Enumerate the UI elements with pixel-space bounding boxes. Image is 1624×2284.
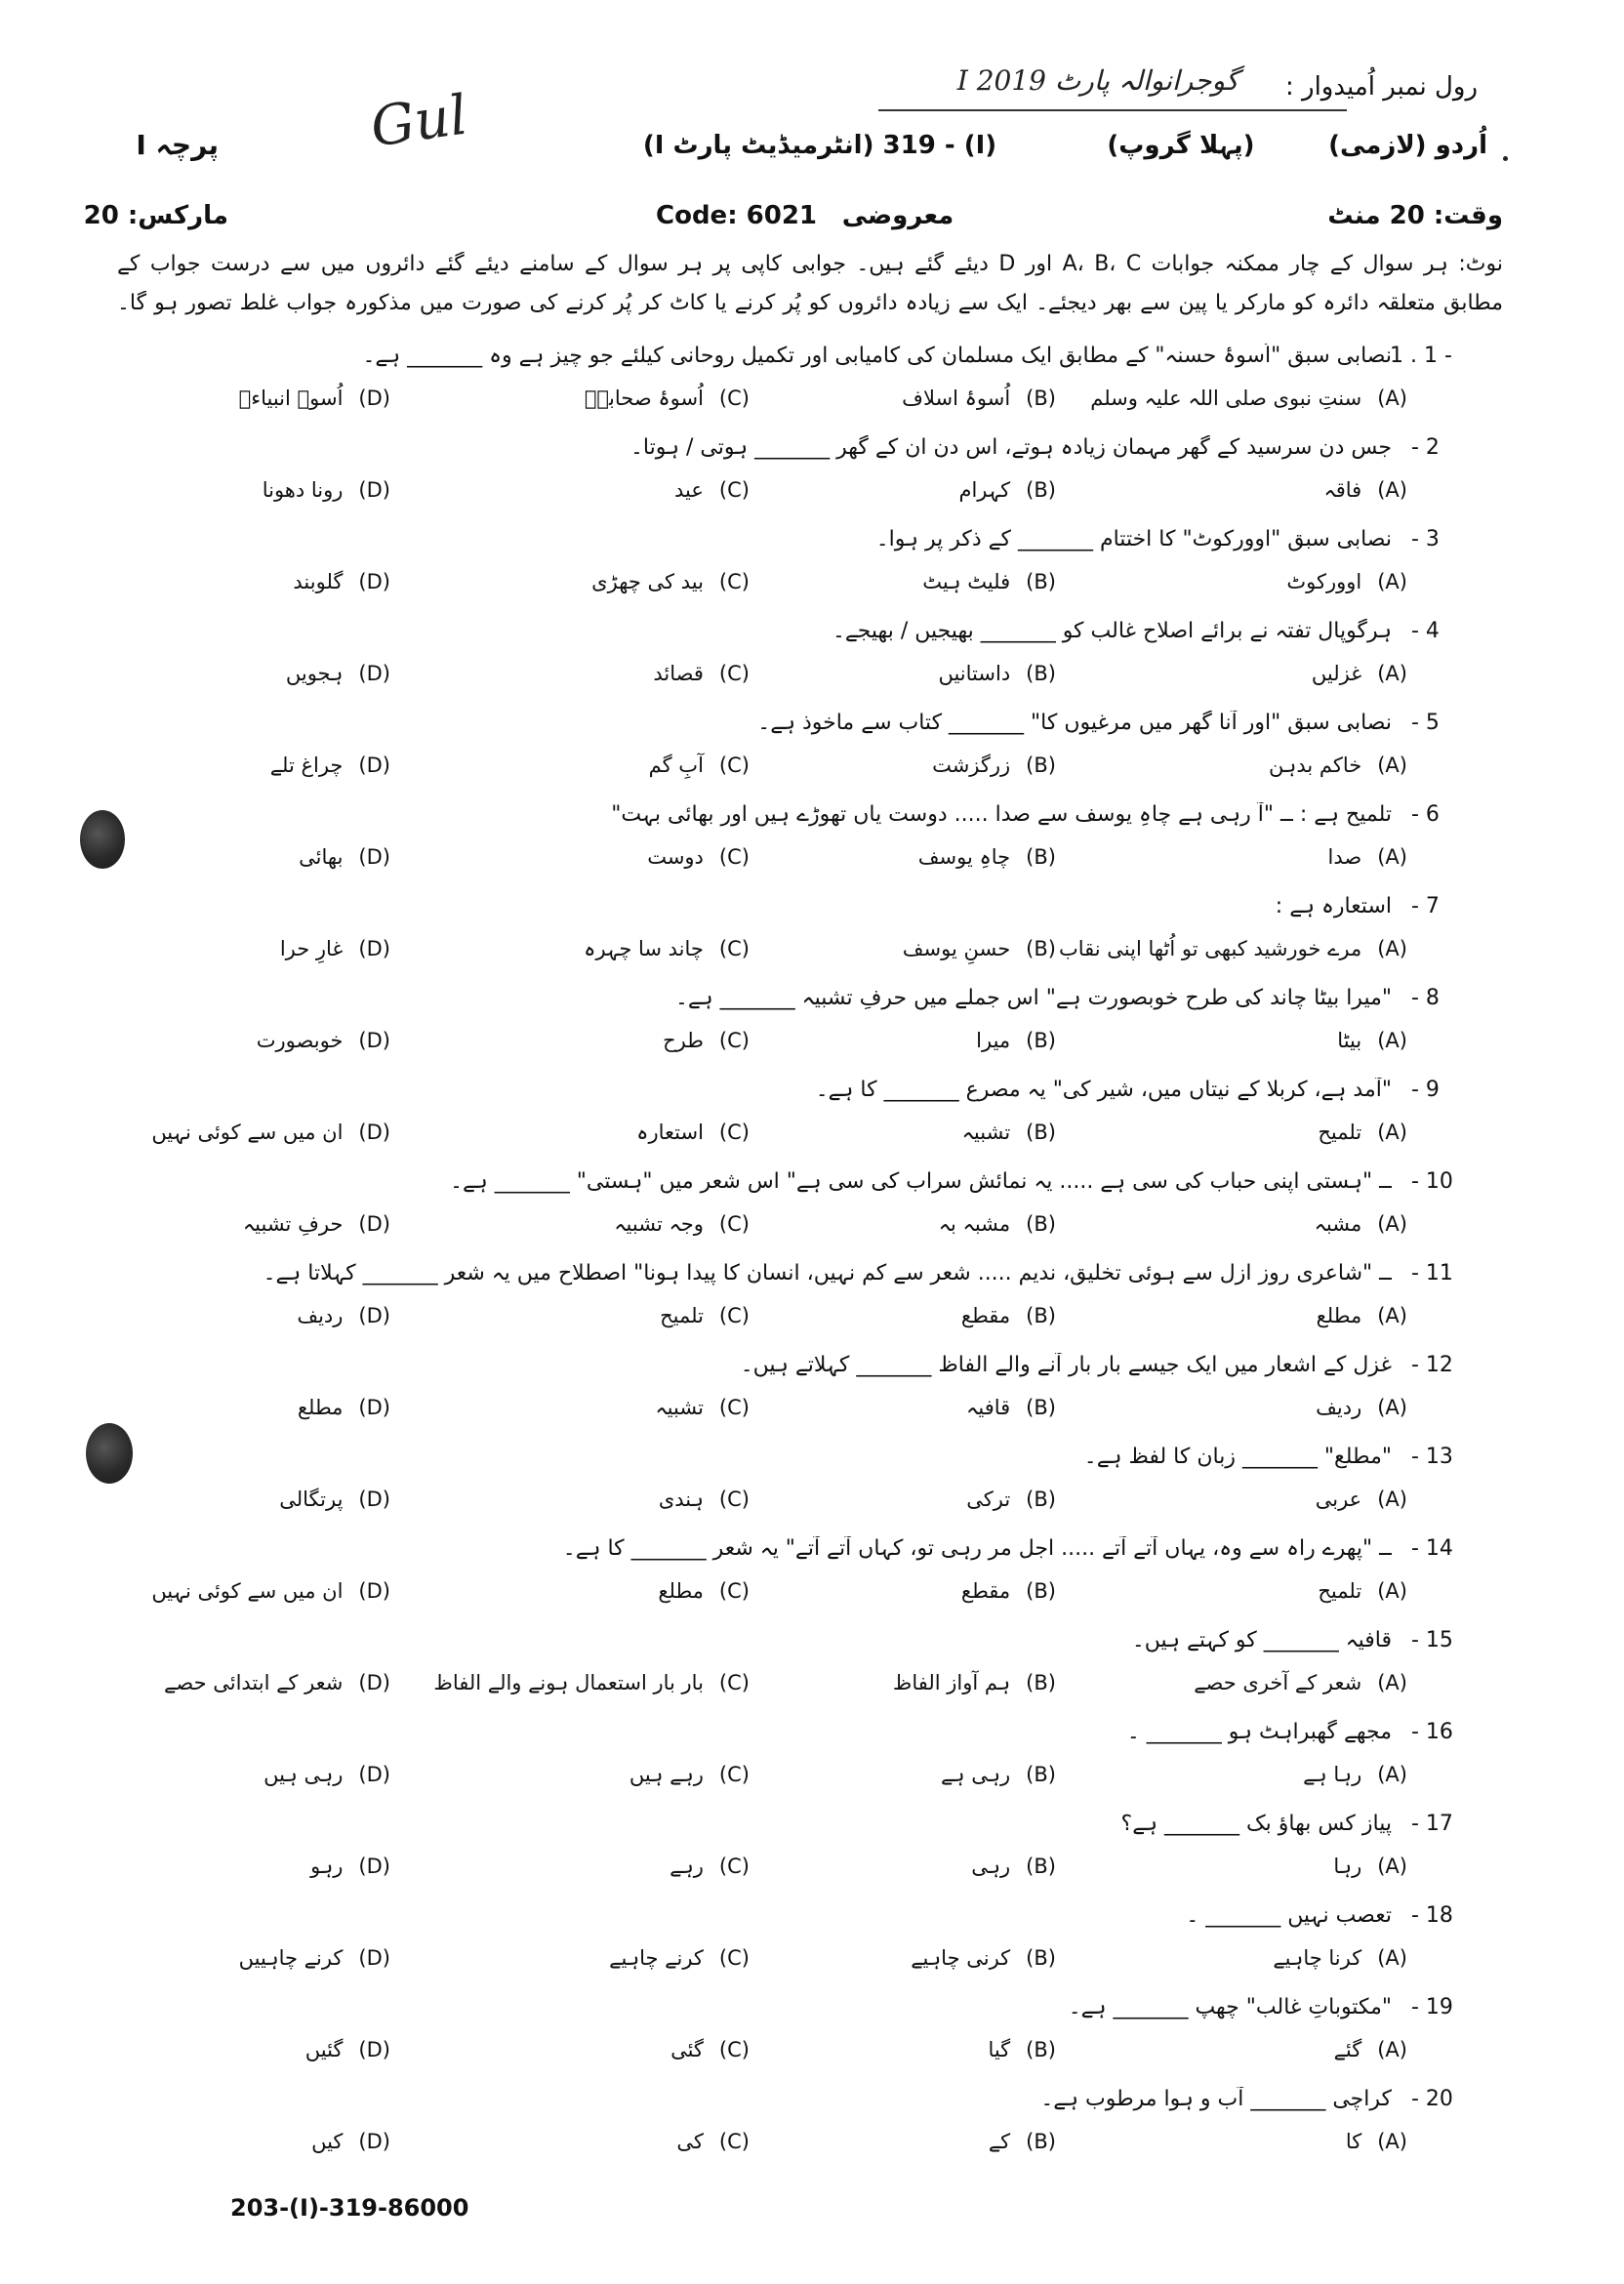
option-text: مقطع — [960, 1579, 1011, 1603]
option-letter: (A) — [1377, 1304, 1407, 1327]
option-text: چاند سا چہرہ — [584, 937, 704, 960]
option-letter: (A) — [1377, 2038, 1407, 2061]
option-text: اُسوۂ اسلاف — [902, 387, 1011, 410]
option-c — [659, 1488, 750, 1511]
question-number: - 6 — [1411, 802, 1440, 827]
question-text: ــ "ہستی اپنی حباب کی سی ہے ..... یہ نمائش سراب کی سی ہے" اس شعر میں "ہستی" _______ ہے۔ — [450, 1169, 1392, 1194]
option-letter: (B) — [1026, 937, 1056, 960]
option-text: شعر کے ابتدائی حصے — [164, 1671, 344, 1694]
option-text: صدا — [1327, 845, 1362, 869]
option-text: رہے ہیں — [629, 1763, 704, 1786]
option-letter: (A) — [1377, 1121, 1407, 1144]
option-c — [591, 570, 750, 593]
option-c — [670, 1855, 750, 1878]
option-text: گلوبند — [293, 570, 344, 593]
option-c — [649, 754, 750, 777]
option-text: رہو — [310, 1855, 344, 1878]
question-text: پیاز کس بھاؤ بک _______ ہے؟ — [1120, 1812, 1392, 1836]
option-letter: (C) — [718, 754, 750, 777]
option-a — [1317, 1304, 1407, 1327]
option-c — [655, 1396, 750, 1419]
option-d — [299, 845, 390, 869]
question-text: "میرا بیٹا چاند کی طرح خوبصورت ہے" اس جملے میں حرفِ تشبیہ _______ ہے۔ — [675, 986, 1392, 1010]
option-letter: (B) — [1026, 1488, 1056, 1511]
option-b — [918, 845, 1056, 869]
option-letter: (D) — [358, 1579, 390, 1603]
option-letter: (B) — [1026, 1121, 1056, 1144]
option-text: گئی — [670, 2038, 704, 2061]
option-d — [270, 754, 390, 777]
question-text: نصابی سبق "اوورکوٹ" کا اختتام _______ کے ذکر پر ہوا۔ — [875, 527, 1392, 551]
option-letter: (D) — [358, 2130, 390, 2153]
option-c — [663, 1029, 750, 1052]
question-number: - 10 — [1411, 1169, 1453, 1194]
option-a — [1318, 1121, 1407, 1144]
option-b — [932, 754, 1056, 777]
option-letter: (B) — [1026, 1304, 1056, 1327]
option-letter: (B) — [1026, 1579, 1056, 1603]
option-text: خوبصورت — [256, 1029, 344, 1052]
option-b — [971, 1855, 1056, 1878]
option-b — [922, 570, 1056, 593]
option-text: فاقہ — [1323, 478, 1362, 502]
option-a — [1333, 1855, 1407, 1878]
option-b — [958, 478, 1056, 502]
option-letter: (C) — [718, 387, 750, 410]
option-text: فلیٹ ہیٹ — [922, 570, 1011, 593]
objective-label: معروضی — [841, 201, 954, 230]
option-c — [674, 478, 750, 502]
option-text: ہم آواز الفاظ — [892, 1671, 1011, 1694]
option-letter: (C) — [718, 1763, 750, 1786]
option-c — [584, 937, 750, 960]
option-letter: (C) — [718, 2130, 750, 2153]
option-letter: (B) — [1026, 1946, 1056, 1970]
option-text: گئے — [1333, 2038, 1362, 2061]
option-letter: (A) — [1377, 570, 1407, 593]
option-letter: (C) — [718, 1121, 750, 1144]
question-text: "آمد ہے، کربلا کے نیتاں میں، شیر کی" یہ مصرع _______ کا ہے۔ — [815, 1078, 1392, 1102]
question-text: غزل کے اشعار میں ایک جیسے بار بار آنے والے الفاظ _______ کہلاتے ہیں۔ — [740, 1353, 1392, 1377]
option-a — [1346, 2130, 1407, 2153]
question-text: مجھے گھبراہٹ ہو _______ ۔ — [1126, 1720, 1392, 1744]
option-c — [614, 1212, 750, 1236]
option-letter: (A) — [1377, 1579, 1407, 1603]
option-a — [1303, 1763, 1407, 1786]
group-label: (پہلا گروپ) — [1107, 131, 1255, 160]
time-label: وقت: 20 منٹ — [1327, 201, 1503, 230]
option-a — [1315, 1212, 1407, 1236]
option-text: ہجویں — [285, 662, 344, 685]
option-c — [676, 2130, 750, 2153]
option-letter: (B) — [1026, 570, 1056, 593]
option-letter: (C) — [718, 662, 750, 685]
option-d — [280, 937, 390, 960]
option-text: حرفِ تشبیہ — [242, 1212, 344, 1236]
question-number: - 13 — [1411, 1445, 1453, 1469]
option-letter: (A) — [1377, 478, 1407, 502]
question-text: جس دن سرسید کے گھر مہمان زیادہ ہوتے، اس دن ان کے گھر _______ ہوتی / ہوتا۔ — [630, 435, 1392, 460]
option-a — [1312, 662, 1407, 685]
option-text: رہی ہیں — [264, 1763, 344, 1786]
question-text: کراچی _______ آب و ہوا مرطوب ہے۔ — [1040, 2087, 1392, 2111]
option-text: چراغ تلے — [269, 754, 344, 777]
option-text: رونا دھونا — [262, 478, 344, 502]
option-c — [433, 1671, 750, 1694]
code-label: Code: 6021 — [656, 201, 818, 230]
option-b — [941, 1763, 1056, 1786]
question-number: - 20 — [1411, 2087, 1453, 2111]
option-c — [670, 2038, 750, 2061]
option-text: ہندی — [658, 1488, 704, 1511]
option-letter: (A) — [1377, 1763, 1407, 1786]
option-letter: (C) — [718, 1488, 750, 1511]
option-letter: (D) — [358, 478, 390, 502]
question-number: - 15 — [1411, 1628, 1453, 1652]
option-text: تلمیح — [1318, 1579, 1362, 1603]
question-number: 1 . 1 - — [1390, 344, 1452, 368]
question-number: - 7 — [1411, 894, 1440, 918]
option-d — [263, 478, 390, 502]
question-number: - 14 — [1411, 1536, 1453, 1561]
option-letter: (D) — [358, 662, 390, 685]
option-d — [151, 1579, 390, 1603]
option-text: اُسوۂ انبیاءؑ — [238, 387, 344, 410]
question-text: ہرگوپال تفتہ نے برائے اصلاح غالب کو _______ بھیجیں / بھیجے۔ — [832, 619, 1392, 643]
option-text: پرتگالی — [279, 1488, 344, 1511]
option-text: کرنے چاہیے — [609, 1946, 704, 1970]
option-text: اوورکوٹ — [1286, 570, 1362, 593]
option-b — [902, 387, 1056, 410]
question-text: ــ "پھرے راہ سے وہ، یہاں آتے آتے ..... اجل مر رہی تو، کہاں آتے آتے" یہ شعر _______ کا ہے۔ — [562, 1536, 1392, 1561]
option-text: گئیں — [304, 2038, 344, 2061]
option-c — [585, 387, 750, 410]
option-d — [239, 387, 390, 410]
option-letter: (C) — [718, 2038, 750, 2061]
option-d — [305, 2038, 390, 2061]
option-text: چاہِ یوسف — [917, 845, 1011, 869]
option-text: مطلع — [1316, 1304, 1362, 1327]
option-letter: (A) — [1377, 2130, 1407, 2153]
option-a — [1328, 845, 1407, 869]
option-b — [939, 1212, 1056, 1236]
handwritten-roll: گوجرانوالہ پارٹ I 2019 — [956, 64, 1239, 97]
option-letter: (D) — [358, 754, 390, 777]
option-letter: (B) — [1026, 754, 1056, 777]
option-text: تلمیح — [1318, 1121, 1362, 1144]
exam-label: (I) - 319 (انٹرمیڈیٹ پارٹ I) — [642, 131, 997, 160]
marks-label: مارکس: 20 — [83, 201, 228, 230]
option-a — [1269, 754, 1407, 777]
option-text: مقطع — [960, 1304, 1011, 1327]
option-letter: (B) — [1026, 387, 1056, 410]
option-letter: (C) — [718, 1671, 750, 1694]
option-d — [164, 1671, 390, 1694]
option-letter: (A) — [1377, 1488, 1407, 1511]
question-number: - 9 — [1411, 1078, 1440, 1102]
option-letter: (B) — [1026, 1029, 1056, 1052]
paper-label: پرچہ I — [136, 129, 219, 161]
option-a — [1316, 1488, 1407, 1511]
option-a — [1318, 1579, 1407, 1603]
option-letter: (C) — [718, 1396, 750, 1419]
option-d — [257, 1029, 390, 1052]
option-text: تشبیہ — [961, 1121, 1011, 1144]
option-letter: (B) — [1026, 478, 1056, 502]
option-text: تلمیح — [660, 1304, 704, 1327]
option-letter: (B) — [1026, 1855, 1056, 1878]
roll-number-line — [878, 109, 1347, 111]
option-letter: (D) — [358, 845, 390, 869]
option-text: میرا — [976, 1029, 1011, 1052]
option-letter: (A) — [1377, 1212, 1407, 1236]
option-letter: (A) — [1377, 1855, 1407, 1878]
question-number: - 18 — [1411, 1903, 1453, 1928]
option-text: شعر کے آخری حصے — [1194, 1671, 1362, 1694]
option-text: زرگزشت — [932, 754, 1011, 777]
option-c — [653, 662, 750, 685]
option-a — [1194, 1671, 1407, 1694]
option-d — [286, 662, 390, 685]
option-letter: (D) — [358, 1763, 390, 1786]
question-number: - 19 — [1411, 1995, 1453, 2019]
option-text: عربی — [1315, 1488, 1362, 1511]
option-letter: (C) — [718, 1029, 750, 1052]
option-b — [903, 937, 1056, 960]
option-a — [1273, 1946, 1407, 1970]
question-number: - 12 — [1411, 1353, 1453, 1377]
option-d — [264, 1763, 390, 1786]
option-letter: (C) — [718, 1212, 750, 1236]
question-text: ــ "شاعری روزِ ازل سے ہوئی تخلیق، ندیم ..... شعر سے کم نہیں، انسان کا پیدا ہونا" اصطلاح میں یہ شعر _______ کہلاتا ہے۔ — [263, 1261, 1392, 1285]
note-line-2: مطابق متعلقہ دائرہ کو مارکر یا پین سے بھر دیجئے۔ ایک سے زیادہ دائروں کو پُر کرنے یا کاٹ کر پُر کرنے کی صورت میں مذکورہ جواب غلط تصور ہو گا۔ — [117, 291, 1503, 315]
option-text: ردیف — [297, 1304, 344, 1327]
option-b — [911, 1946, 1056, 1970]
option-text: کا — [1345, 2130, 1362, 2153]
option-b — [938, 662, 1056, 685]
option-d — [298, 1396, 390, 1419]
option-letter: (A) — [1377, 1946, 1407, 1970]
question-number: - 5 — [1411, 711, 1440, 735]
option-letter: (D) — [358, 1946, 390, 1970]
option-text: قصائد — [653, 662, 704, 685]
question-text: "مطلع" _______ زبان کا لفظ ہے۔ — [1083, 1445, 1392, 1469]
option-text: تشبیہ — [655, 1396, 704, 1419]
option-text: بھائی — [299, 845, 344, 869]
stray-mark — [1503, 156, 1508, 161]
option-text: داستانیں — [938, 662, 1011, 685]
option-d — [151, 1121, 390, 1144]
option-letter: (D) — [358, 387, 390, 410]
option-text: کی — [676, 2130, 704, 2153]
option-letter: (C) — [718, 478, 750, 502]
ink-blot — [80, 810, 125, 869]
option-text: ان میں سے کوئی نہیں — [151, 1121, 344, 1144]
option-text: ترکی — [966, 1488, 1011, 1511]
option-letter: (D) — [358, 937, 390, 960]
question-number: - 8 — [1411, 986, 1440, 1010]
option-text: ردیف — [1316, 1396, 1362, 1419]
option-a — [1323, 478, 1407, 502]
option-letter: (D) — [358, 1488, 390, 1511]
option-c — [629, 1763, 750, 1786]
option-b — [988, 2038, 1056, 2061]
question-number: - 11 — [1411, 1261, 1453, 1285]
option-b — [989, 2130, 1056, 2153]
option-letter: (D) — [358, 2038, 390, 2061]
option-text: ان میں سے کوئی نہیں — [151, 1579, 344, 1603]
option-text: کے — [988, 2130, 1011, 2153]
question-text: تعصب نہیں _______ ۔ — [1186, 1903, 1392, 1928]
option-text: مطلع — [297, 1396, 344, 1419]
option-text: وجہ تشبیہ — [614, 1212, 704, 1236]
option-letter: (A) — [1377, 387, 1407, 410]
option-text: رہی — [971, 1855, 1011, 1878]
question-text: استعارہ ہے : — [1275, 894, 1392, 918]
option-d — [293, 570, 390, 593]
option-text: اُسوۂ صحابہؓ — [584, 387, 704, 410]
option-text: استعارہ — [636, 1121, 704, 1144]
note-line-1: نوٹ: ہر سوال کے چار ممکنہ جوابات A، B، C اور D دیئے گئے ہیں۔ جوابی کاپی پر ہر سوال کے سامنے دیئے گئے دائروں میں سے درست جواب کے — [117, 252, 1503, 276]
option-b — [976, 1029, 1056, 1052]
option-text: کیں — [311, 2130, 344, 2153]
option-letter: (A) — [1377, 845, 1407, 869]
option-letter: (A) — [1377, 1671, 1407, 1694]
option-text: دوست — [647, 845, 704, 869]
option-letter: (D) — [358, 1029, 390, 1052]
option-text: رہا — [1333, 1855, 1362, 1878]
option-letter: (C) — [718, 1946, 750, 1970]
option-text: سنتِ نبوی صلی اللہ علیہ وسلم — [1090, 387, 1362, 410]
question-text: تلمیح ہے : ــ "آ رہی ہے چاہِ یوسف سے صدا ..... دوست یاں تھوڑے ہیں اور بھائی بہت" — [611, 802, 1392, 827]
option-text: مشبہ بہ — [938, 1212, 1011, 1236]
option-letter: (C) — [718, 937, 750, 960]
option-letter: (D) — [358, 1304, 390, 1327]
option-text: رہا ہے — [1303, 1763, 1362, 1786]
footer-code: 203-(I)-319-86000 — [230, 2194, 469, 2222]
option-a — [1286, 570, 1407, 593]
option-letter: (B) — [1026, 2038, 1056, 2061]
roll-number-label: رول نمبر اُمیدوار : — [1285, 72, 1478, 102]
subject-label: اُردو (لازمی) — [1328, 131, 1487, 160]
option-letter: (C) — [718, 1304, 750, 1327]
option-letter: (B) — [1026, 1671, 1056, 1694]
option-letter: (C) — [718, 570, 750, 593]
option-letter: (A) — [1377, 662, 1407, 685]
option-letter: (D) — [358, 1212, 390, 1236]
question-text: نصابی سبق "اُسوۂ حسنہ" کے مطابق ایک مسلمان کی کامیابی اور تکمیل روحانی کیلئے جو چیز ہے وہ _______ ہے۔ — [362, 344, 1392, 368]
option-c — [647, 845, 750, 869]
option-d — [243, 1212, 390, 1236]
option-text: رہی ہے — [940, 1763, 1011, 1786]
option-b — [961, 1579, 1056, 1603]
option-letter: (C) — [718, 845, 750, 869]
option-d — [310, 1855, 390, 1878]
option-c — [660, 1304, 750, 1327]
option-letter: (D) — [358, 1121, 390, 1144]
option-letter: (B) — [1026, 1763, 1056, 1786]
option-letter: (B) — [1026, 1396, 1056, 1419]
option-text: غارِ حرا — [279, 937, 344, 960]
option-d — [297, 1304, 390, 1327]
option-a — [1090, 387, 1407, 410]
option-text: خاکم بدہن — [1269, 754, 1362, 777]
option-text: آبِ گم — [648, 754, 704, 777]
option-letter: (C) — [718, 1579, 750, 1603]
ink-blot — [86, 1423, 133, 1484]
option-letter: (D) — [358, 570, 390, 593]
option-a — [1059, 937, 1407, 960]
option-text: کہرام — [958, 478, 1011, 502]
option-text: طرح — [663, 1029, 704, 1052]
option-c — [636, 1121, 750, 1144]
option-text: مطلع — [658, 1579, 704, 1603]
option-letter: (D) — [358, 1671, 390, 1694]
option-a — [1337, 1029, 1407, 1052]
option-d — [279, 1488, 390, 1511]
question-text: نصابی سبق "اور آنا گھر میں مرغیوں کا" _______ کتاب سے ماخوذ ہے۔ — [757, 711, 1392, 735]
option-c — [609, 1946, 750, 1970]
option-letter: (B) — [1026, 1212, 1056, 1236]
option-text: بار بار استعمال ہونے والے الفاظ — [433, 1671, 704, 1694]
option-letter: (A) — [1377, 1029, 1407, 1052]
option-text: مشبہ — [1314, 1212, 1362, 1236]
option-b — [893, 1671, 1056, 1694]
question-number: - 17 — [1411, 1812, 1453, 1836]
question-number: - 16 — [1411, 1720, 1453, 1744]
option-d — [239, 1946, 390, 1970]
option-d — [311, 2130, 390, 2153]
option-text: گیا — [988, 2038, 1011, 2061]
option-letter: (D) — [358, 1855, 390, 1878]
question-text: "مکتوباتِ غالب" چھپ _______ ہے۔ — [1068, 1995, 1392, 2019]
option-a — [1334, 2038, 1407, 2061]
option-text: حسنِ یوسف — [902, 937, 1011, 960]
option-a — [1316, 1396, 1407, 1419]
option-text: بیٹا — [1337, 1029, 1362, 1052]
option-letter: (B) — [1026, 845, 1056, 869]
question-number: - 2 — [1411, 435, 1440, 460]
option-text: کرنے چاہییں — [238, 1946, 344, 1970]
question-number: - 4 — [1411, 619, 1440, 643]
option-text: غزلیں — [1311, 662, 1362, 685]
option-letter: (C) — [718, 1855, 750, 1878]
handwritten-initial: Gul — [366, 83, 471, 160]
option-text: رہے — [670, 1855, 704, 1878]
option-text: کرنی چاہیے — [911, 1946, 1011, 1970]
option-letter: (A) — [1377, 937, 1407, 960]
option-b — [966, 1396, 1056, 1419]
option-c — [658, 1579, 750, 1603]
option-text: عید — [674, 478, 704, 502]
option-letter: (B) — [1026, 662, 1056, 685]
option-text: مرے خورشید کبھی تو اُٹھا اپنی نقاب — [1058, 937, 1362, 960]
option-text: قافیہ — [966, 1396, 1011, 1419]
option-letter: (A) — [1377, 1396, 1407, 1419]
option-b — [961, 1304, 1056, 1327]
option-b — [966, 1488, 1056, 1511]
option-letter: (D) — [358, 1396, 390, 1419]
option-b — [962, 1121, 1056, 1144]
option-text: کرنا چاہیے — [1273, 1946, 1362, 1970]
option-letter: (B) — [1026, 2130, 1056, 2153]
question-number: - 3 — [1411, 527, 1440, 551]
option-letter: (A) — [1377, 754, 1407, 777]
question-text: قافیہ _______ کو کہتے ہیں۔ — [1131, 1628, 1392, 1652]
option-text: بید کی چھڑی — [591, 570, 704, 593]
